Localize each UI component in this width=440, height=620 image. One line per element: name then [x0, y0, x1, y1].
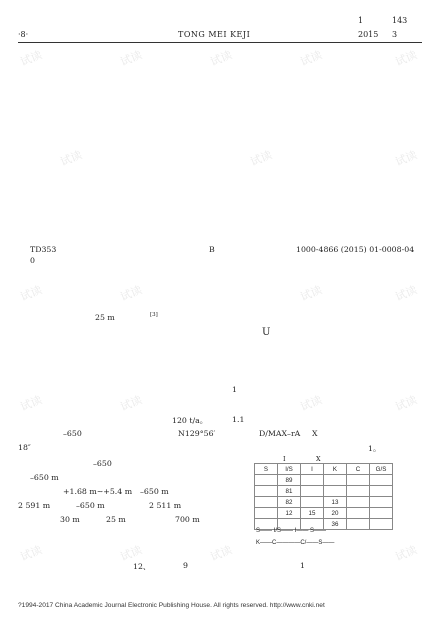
table-cell: 15	[301, 508, 324, 519]
watermark: 试读	[298, 48, 324, 69]
depth-650e: –650 m	[76, 501, 105, 510]
watermark: 试读	[18, 393, 44, 414]
watermark: 试读	[393, 393, 419, 414]
watermark: 试读	[298, 283, 324, 304]
table-cell	[301, 486, 324, 497]
table-legend-top: S—— I/S—— I—— S——	[256, 528, 327, 534]
table-cell	[324, 486, 347, 497]
figure-nine: 9	[183, 561, 188, 570]
table-header-cell: S	[255, 464, 278, 475]
issue-number: 1	[358, 16, 364, 25]
table-caption-i: I	[283, 455, 286, 463]
table-header-cell: K	[324, 464, 347, 475]
watermark: 试读	[393, 283, 419, 304]
watermark: 试读	[118, 543, 144, 564]
instrument: D/MAX–rA	[259, 429, 301, 438]
table-cell: 82	[278, 497, 301, 508]
reference-mark: [3]	[150, 312, 158, 318]
section-one-b: 1。	[368, 444, 381, 453]
table-cell	[347, 497, 370, 508]
watermark: 试读	[118, 48, 144, 69]
watermark: 试读	[58, 148, 84, 169]
watermark: 试读	[248, 148, 274, 169]
depth-value: 25 m	[95, 313, 115, 322]
section-zero: 0	[30, 256, 35, 265]
table-row	[255, 508, 393, 519]
watermark: 试读	[393, 543, 419, 564]
watermark: 试读	[18, 283, 44, 304]
table-cell	[370, 497, 393, 508]
table-row	[255, 497, 393, 508]
table-legend-bottom: K——C————C/——S——	[256, 540, 335, 546]
depth-650d: –650 m	[140, 487, 169, 496]
watermark: 试读	[18, 543, 44, 564]
table-header-cell: I/S	[278, 464, 301, 475]
table-cell	[255, 497, 278, 508]
coordinate: N129°56′	[178, 429, 216, 438]
table-header-cell: I	[301, 464, 324, 475]
table-cell	[370, 519, 393, 530]
table-cell	[255, 475, 278, 486]
page-count: 143	[392, 16, 408, 25]
width-30: 30 m	[60, 515, 80, 524]
table-cell: 89	[278, 475, 301, 486]
table-row	[255, 475, 393, 486]
clc-number: TD353	[30, 245, 57, 254]
table-header-cell: G/S	[370, 464, 393, 475]
table-cell	[347, 475, 370, 486]
mineral-composition-table	[254, 463, 393, 530]
table-cell	[370, 508, 393, 519]
table-cell: 13	[324, 497, 347, 508]
watermark: 试读	[393, 148, 419, 169]
watermark: 试读	[298, 393, 324, 414]
depth-650: –650	[63, 429, 82, 438]
x-mark: X	[312, 429, 318, 438]
table-cell	[347, 486, 370, 497]
table-cell	[301, 475, 324, 486]
watermark: 试读	[393, 48, 419, 69]
table-cell	[347, 519, 370, 530]
table-cell	[324, 475, 347, 486]
table-cell	[347, 508, 370, 519]
table-cell	[255, 508, 278, 519]
issue-year: 2015	[358, 30, 379, 39]
article-id: 1000-4866 (2015) 01-0008-04	[296, 245, 415, 254]
table-cell	[301, 497, 324, 508]
table-cell: 36	[324, 519, 347, 530]
range: +1.68 m∼+5.4 m	[63, 487, 133, 496]
watermark: 试读	[18, 48, 44, 69]
header-rule	[18, 42, 422, 43]
watermark: 试读	[118, 283, 144, 304]
journal-title: TONG MEI KEJI	[178, 30, 251, 39]
issue-no: 3	[392, 30, 398, 39]
width-700: 700 m	[175, 515, 200, 524]
depth-650b: –650	[93, 459, 112, 468]
table-row	[255, 486, 393, 497]
table-cell: 20	[324, 508, 347, 519]
table-header-row	[255, 464, 393, 475]
section-one: 1	[232, 385, 237, 394]
figure-number: 12、	[133, 562, 151, 571]
u-mark: U	[262, 327, 271, 338]
table-header-cell: C	[347, 464, 370, 475]
angle: 18″	[18, 443, 31, 452]
table-cell	[370, 486, 393, 497]
watermark: 试读	[118, 393, 144, 414]
watermark: 试读	[208, 543, 234, 564]
table-cell	[255, 486, 278, 497]
depth-2511: 2 511 m	[149, 501, 182, 510]
table-cell: 12	[278, 508, 301, 519]
document-code: B	[209, 245, 215, 254]
page-marker: ·8·	[18, 30, 29, 39]
figure-one: 1	[300, 561, 305, 570]
section-1-1: 1.1	[232, 415, 245, 424]
width-25: 25 m	[106, 515, 126, 524]
table-cell: 81	[278, 486, 301, 497]
watermark: 试读	[208, 48, 234, 69]
table-cell	[370, 475, 393, 486]
table-caption-x: X	[316, 455, 321, 463]
depth-2591: 2 591 m	[18, 501, 51, 510]
copyright-footer: ?1994-2017 China Academic Journal Electronic Publishing House. All rights reserved. http://www.cnki.net	[18, 602, 325, 609]
capacity: 120 t/a。	[172, 416, 208, 425]
depth-650c: –650 m	[30, 473, 59, 482]
